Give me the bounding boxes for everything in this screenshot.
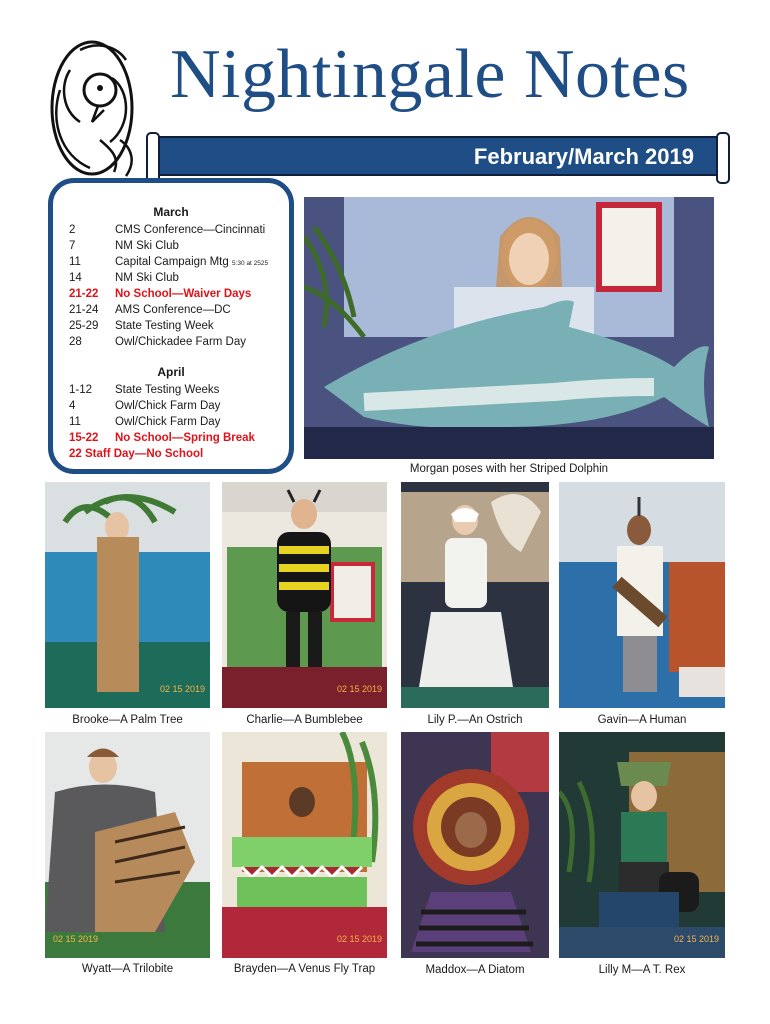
- photo-maddox: [401, 732, 549, 958]
- photo-date-stamp: 02 15 2019: [674, 934, 720, 944]
- newsletter-title: Nightingale Notes: [170, 36, 690, 113]
- march-heading: March: [153, 205, 189, 219]
- caption-charlie: Charlie—A Bumblebee: [246, 714, 363, 726]
- caption-lily-p: Lily P.—An Ostrich: [427, 714, 523, 726]
- calendar-row: 1-12 State Testing Weeks: [69, 384, 220, 396]
- photo-wyatt: [45, 732, 210, 958]
- caption-gavin: Gavin—A Human: [597, 714, 687, 726]
- issue-date: February/March 2019: [473, 144, 694, 169]
- caption-wyatt: Wyatt—A Trilobite: [81, 963, 174, 975]
- photo-brayden: [222, 732, 387, 958]
- calendar-row-highlight: 22 Staff Day—No School: [69, 448, 204, 460]
- photo-charlie: [222, 482, 387, 708]
- calendar-row: 2 CMS Conference—Cincinnati: [69, 224, 266, 236]
- photo-date-stamp: 02 15 2019: [160, 684, 206, 694]
- photo-gavin: [559, 482, 725, 708]
- photo-date-stamp: 02 15 2019: [337, 684, 383, 694]
- photo-lily-p: [401, 482, 549, 708]
- calendar-box: [48, 178, 294, 474]
- april-heading: April: [157, 365, 185, 379]
- caption-brooke: Brooke—A Palm Tree: [72, 714, 183, 726]
- caption-lilly-m: Lilly M—A T. Rex: [598, 964, 686, 976]
- nightingale-logo-icon: [40, 30, 145, 180]
- calendar-row: 11 Owl/Chick Farm Day: [69, 416, 221, 428]
- calendar-row: 28 Owl/Chickadee Farm Day: [69, 336, 247, 348]
- calendar-row: 4 Owl/Chick Farm Day: [69, 400, 221, 412]
- calendar-row-highlight: 21-22 No School—Waiver Days: [69, 288, 252, 300]
- photo-lilly-m: [559, 732, 725, 958]
- calendar-row: 11 Capital Campaign Mtg 5:30 at 2525: [69, 256, 269, 268]
- caption-maddox: Maddox—A Diatom: [425, 964, 525, 976]
- caption-main: Morgan poses with her Striped Dolphin: [409, 463, 609, 475]
- photo-date-stamp: 02 15 2019: [53, 934, 99, 944]
- issue-banner: [152, 136, 724, 176]
- photo-brooke: [45, 482, 210, 708]
- calendar-row: 14 NM Ski Club: [69, 272, 179, 284]
- calendar-row: 7 NM Ski Club: [69, 240, 179, 252]
- calendar-row-highlight: 15-22 No School—Spring Break: [69, 432, 255, 444]
- photo-morgan-dolphin: [304, 197, 714, 459]
- calendar-row: 21-24 AMS Conference—DC: [69, 304, 231, 316]
- photo-date-stamp: 02 15 2019: [337, 934, 383, 944]
- caption-brayden: Brayden—A Venus Fly Trap: [233, 963, 376, 975]
- calendar-row: 25-29 State Testing Week: [69, 320, 214, 332]
